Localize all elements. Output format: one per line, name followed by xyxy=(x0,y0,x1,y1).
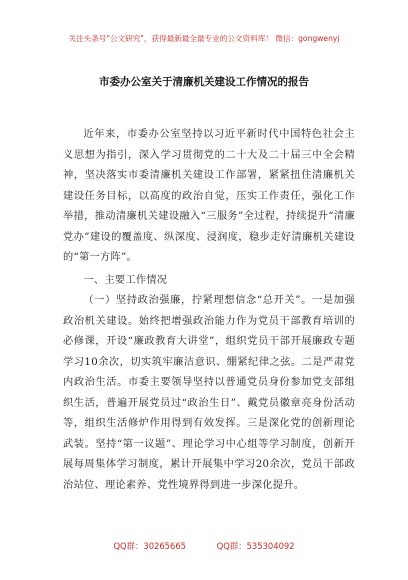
qq-group-1: QQ群：30265665 xyxy=(113,541,186,551)
document-body xyxy=(63,125,355,496)
footer-qq-groups xyxy=(0,540,408,552)
intro-paragraph: 近年来，市委办公室坚持以习近平新时代中国特色社会主义思想为指引，深入学习贯彻党的二十大及二十届三中全会精神，坚决落实市委清廉机关建设工作部署，紧紧扭住清廉机关建设任务目标，以高度的政治自觉，压实工作责任，强化工作举措，推动清廉机关建设融入“三服务”全过程，持续提升“清廉党办”建设的覆盖度、纵深度、浸润度，稳步走好清廉机关建设的“第一方阵”。 xyxy=(63,129,355,263)
qq-group-2: QQ群：535304092 xyxy=(216,541,295,551)
section-heading: 一、主要工作情况 xyxy=(83,274,168,286)
document-title: 市委办公室关于清廉机关建设工作情况的报告 xyxy=(99,76,309,88)
promo-banner: 关注头条号"公文研究"，获得最新最全最专业的公文资料库！ 微信：gongwenyj xyxy=(68,34,340,43)
section-paragraph: （一）坚持政治强廉，拧紧理想信念“总开关”。一是加强政治机关建设。始终把增强政治能力作为党员干部教育培训的必修课，开设“廉政教育大讲堂”，组织党员干部开展廉政专题学习10余次，切实筑牢廉洁意识、绷紧纪律之弦。二是严肃党内政治生活。市委主要领导坚持以普通党员身份参加党支部组织生活，普遍开展党员过“政治生日”、戴党员徽章亮身份活动等，组织生活修炉作用得到有效发挥。三是深化党的创新理论武装。坚持“第一议题”、理论学习中心组等学习制度，创新开展每周集体学习制度，累计开展集中学习20余次，党员干部政治站位、理论素养、党性境界得到进一步深化提升。 xyxy=(63,295,355,491)
